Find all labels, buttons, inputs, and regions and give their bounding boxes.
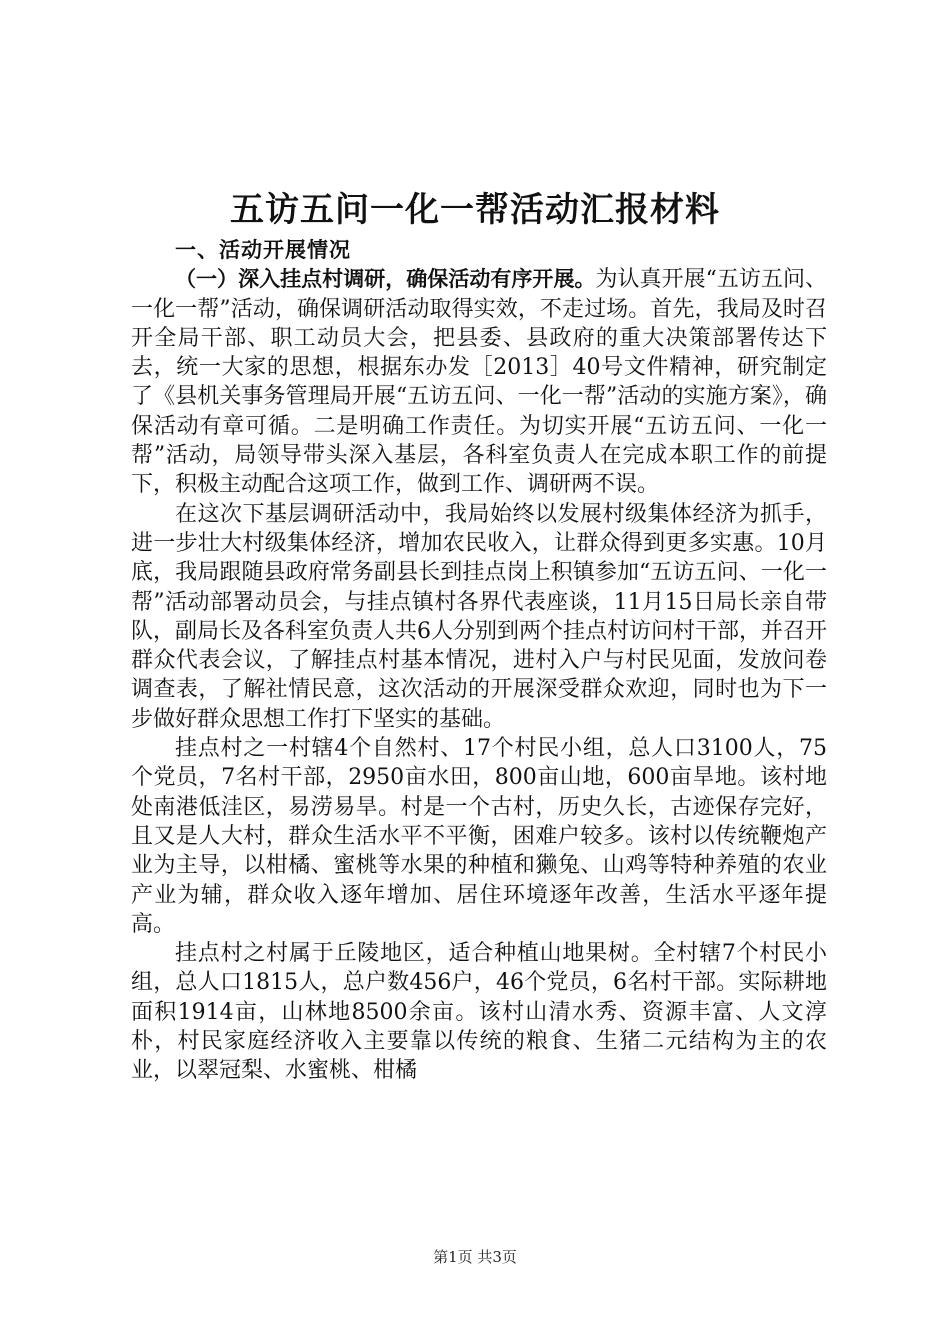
section-heading: 一、活动开展情况 [175,238,351,262]
paragraph-4: 挂点村之村属于丘陵地区，适合种植山地果树。全村辖7个村民小组，总人口1815人，总户数456户，46个党员，6名村干部。实际耕地面积1914亩，山林地8500余亩。该村山清水秀、资源丰富、人文淳朴，村民家庭经济收入主要靠以传统的粮食、生猪二元结构为主的农业，以翠冠梨、水蜜桃、柑橘 [131,941,827,1084]
paragraph-2: 在这次下基层调研活动中，我局始终以发展村级集体经济为抓手，进一步壮大村级集体经济，增加农民收入，让群众得到更多实惠。10月底，我局跟随县政府常务副县长到挂点岗上积镇参加“五访五问、一化一帮”活动部署动员会，与挂点镇村各界代表座谈，11月15日局长亲自带队，副局长及各科室负责人共6人分别到两个挂点村访问村干部，并召开群众代表会议，了解挂点村基本情况，进村入户与村民见面，发放问卷调查表，了解社情民意，这次活动的开展深受群众欢迎，同时也为下一步做好群众思想工作打下坚实的基础。 [131,501,827,732]
paragraph-3: 挂点村之一村辖4个自然村、17个村民小组，总人口3100人，75个党员，7名村干部，2950亩水田，800亩山地，600亩旱地。该村地处南港低洼区，易涝易旱。村是一个古村，历史久长，古迹保存完好，且又是人大村，群众生活水平不平衡，困难户较多。该村以传统鞭炮产业为主导，以柑橘、蜜桃等水果的种植和獭兔、山鸡等特种养殖的农业产业为辅，群众收入逐年增加、居住环境逐年改善，生活水平逐年提高。 [131,736,827,937]
subsection-heading: （一）深入挂点村调研，确保活动有序开展。 [175,267,596,292]
paragraph-1-body: 为认真开展“五访五问、一化一帮”活动，确保调研活动取得实效，不走过场。首先，我局及时召开全局干部、职工动员大会，把县委、县政府的重大决策部署传达下去，统一大家的思想，根据东办发［2013］40号文件精神，研究制定了《县机关事务管理局开展“五访五问、一化一帮”活动的实施方案》，确保活动有章可循。二是明确工作责任。为切实开展“五访五问、一化一帮”活动，局领导带头深入基层，各科室负责人在完成本职工作的前提下，积极主动配合这项工作，做到工作、调研两不误。 [131,267,827,498]
document-title: 五访五问一化一帮活动汇报材料 [230,190,720,230]
document-body [131,236,827,1086]
page-number: 第1页 共3页 [433,1248,517,1266]
paragraph-1 [131,265,827,499]
